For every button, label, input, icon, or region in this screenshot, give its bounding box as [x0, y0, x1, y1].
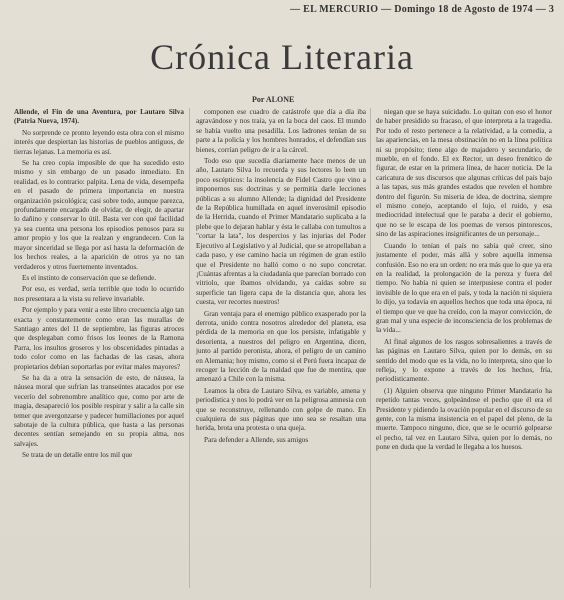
column-divider [189, 108, 190, 588]
article-paragraph: Todo eso que sucedía diariamente hace menos de un año, Lautaro Silva lo recuerda y sus lectores lo leen un poco escépticos: la insolencia de Fidel Castro que vino a imponernos sus doctrinas y se permitía darle lecciones públicas a su alumno Allende; la dignidad del Presidente de la República humillada en aquel inverosímil episodio de la Herrida, cuando el Primer Mandatario suplicaba a la plebe que lo dejaran hablar y ésta le callaba con tumultos a "cortar la lata", los despercios y las injurias del Poder Ejecutivo al Legislativo y al Judicial, que se atropellaban a cada paso, y ese camino hacia un régimen de gran estilo que el Presidente no halló como o no supo concretar. ¡Cuántas afrentas a la ciudadanía que parecían borrado con vitriolo, que íbamos olvidando, ya caídas sobre su superficie tan ligera capa de la distancia que, ahora les cuesta, ver recortes nuestros! [196, 157, 366, 307]
article-paragraph: Leamos la obra de Lautaro Silva, es variable, amena y periodística y nos lo podrá ver en la peligrosa amnesia con que se reconstruye, rellenando con golpe de mano. En cualquiera de sus páginas que uno sea se resaltan una herida, brota una protesta o una queja. [196, 386, 366, 433]
article-paragraph: Al final algunos de los rasgos sobresalientes a través de las páginas en Lautaro Silva, quien por lo demás, en su sentido del modo que es la vida, no lo interpreta, sino que lo refleja, y lo expone a través de los hechos, fría, periodísticamente. [376, 337, 552, 384]
article-paragraph: Se trata de un detalle entre los mil que [22, 451, 133, 460]
article-paragraph: No sorprende ce pronto leyendo esta obra con el mismo interés que despiertan las historias de pueblos antiguos, de tierras lejanas. La memoria es así. [14, 128, 184, 156]
article-paragraph: Gran ventaja para el enemigo público exasperado por la derrota, unido contra nosotros alrededor del planeta, esa pérdida de la memoria en que los persiste, infatigable y desorienta, a nuestros del peligro en Argentina, dicen, junto al partido peronista, ahora, el peligro de un camino en Alemania; hoy mismo, como si el Perú fuera incapaz de recoger la lección de la maldad que fue de mentira, que amenazó a Chile con la misma. [196, 309, 366, 384]
article-title: Crónica Literaria [150, 37, 414, 77]
article-paragraph: Por ejemplo y para venir a este libro crecuencia algo tan exacta y constantemente como eran las murallas de Santiago antes del 11 de septiembre, las figuras atroces que desplegaban como frisos los leones de la Ramona Parra, los insultos groseros y los obscenidades pintadas a todo color como en las fachadas de las casas, ahora propietarios debían soportarlas por evitar males mayores? [14, 306, 184, 371]
article-column-2 [196, 108, 366, 592]
article-paragraph: Para defender a Allende, sus amigos [204, 435, 309, 444]
article-paragraph: Se ha da a otra la sensación de esto, de náusea, la náusea moral que sufrían las transeúntes atacados por ese vecerío del sobrenombre analítico que, como por arte de magia, desapareció los posible respirar y salir a la calle sin temer que avergonzarse y padecer humillaciones por aquel sabotaje de la cultura pública, que hasta a las personas decentes sentían semejando en su propia alma, nos salvajes. [14, 373, 184, 448]
article-byline: Por ALONE [252, 95, 295, 104]
article-paragraph: Es el instinto de conservación que se defiende. [22, 273, 157, 282]
column-divider [370, 108, 371, 588]
running-head: — EL MERCURIO — Domingo 18 de Agosto de 1974 — 3 [290, 4, 555, 15]
article-paragraph: componen ese cuadro de catástrofe que día a día iba agravándose y nos traía, ya en la boca del caos. El mundo se había vuelto una pesadilla. Los ladrones tenían de su parte a la policía y los hombres honrados, el defendían sus bienes, corrían peligro de ir a la cárcel. [196, 108, 366, 154]
footnote: (1) Alguien observa que ninguno Primer Mandatario ha repetido tantas veces, golpeándose el pecho que él era el Presidente y pidiendo la ovación popular en el discurso de su gente, con la misma insistencia en el papel del pleno, de la muerte. Tampoco ninguno, dice, que se le ocurrió golpearse el pecho, tal vez en Lautaro Silva, quien por lo demás, no pone en duda que la verdad le llegaba a los huesos. [376, 386, 552, 452]
book-citation: Allende, el Fin de una Aventura, por Lautaro Silva (Patria Nueva, 1974). [14, 108, 184, 126]
article-paragraph: niegan que se haya suicidado. Lo quitan con eso el honor de haber presidido su fracaso, el que interpreta a la tragedia. Por todo el resto pertenece a la relatividad, a la comedia, a las apariencias, en la mesa obstinación no en la línea política ni su propósito; tiene algo de majadero y secundario, de mueble, en el fondo. El ex Rector, un deseo frenético de figurar, de estar en la primera línea, de hacer noticia. De la caricatura de sus discursos que algunas críticas del país bajo a las tapas, sus más grandes estados que revelen el hombre dentro del figurón. Su miseria de idea, de doctrina, siempre el mismo conejo, aceptando el lujo, el ruido, y esa mediocridad intelectual que le paraba a decir el gobierno, que no se le escapa de los poemas de versos pintorescos, sino de las aspiraciones insignificantes de un personaje... [376, 108, 552, 239]
article-column-3 [376, 108, 552, 592]
article-paragraph: Cuando lo tenían el país no sabía qué creer, sino justamente el poder, más allá y sobre aquella inmensa confusión. Eso no era un orden: no era más que lo que ya era en la realidad, la prolongación de la pereza y fuera del tiempo. No había ni quien se interpusiese contra el poder invisible de lo que era en el país, y toda la nación ni siquiera lo dijo, ya todavía en aquellos hechos que toda una época, ni el tiempo que ve que ha creído, con la mayor convicción, de gran mal y una especie de inconsciencia de los problemas de la vida... [376, 241, 552, 335]
article-column-1 [14, 108, 184, 592]
article-paragraph: Por eso, es verdad, sería terrible que todo lo ocurrido nos presentara a la vista su relieve invariable. [14, 285, 184, 303]
article-paragraph: Se ha creo copia imposible de que ha sucedido esto mismo y sin embargo de un pasado inmediato. En realidad, es lo contrario: palpita. Lena de vida, desempeña en el pasado de primera importancia en nuestra organización psicológica; casi sobre todo, aunque parezca, profundamente encargado de olvidar, de elegir, de apartar lo dañino y conservar lo útil. Basta ver con qué facilidad ya sea cuenta una persona los episodios penosos para su amor propio y los que la realzan y engrandecen. Con la mayor sinceridad se llega por así hasta la deformación de los hechos reales, a la aparición de otros ya no tan verdaderos y otros fuertemente inventados. [14, 159, 184, 271]
